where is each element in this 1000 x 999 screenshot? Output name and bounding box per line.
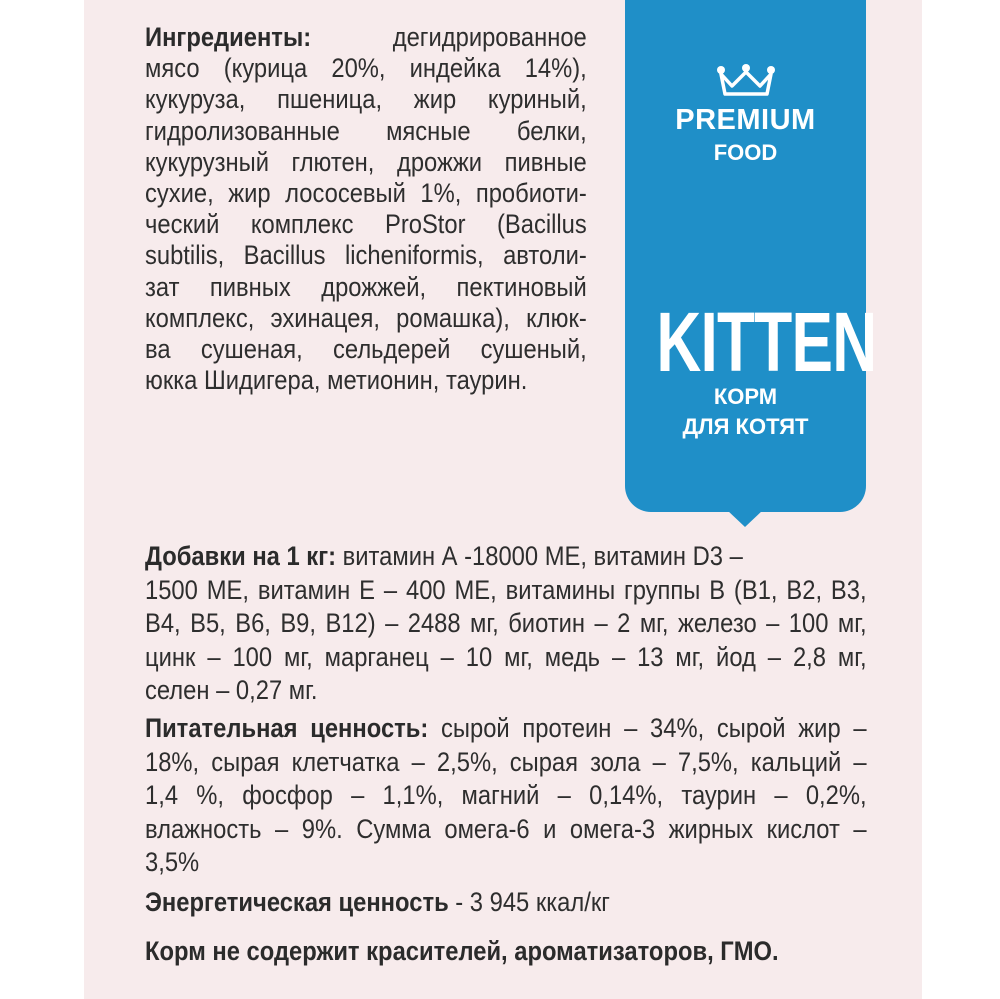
no-additives-notice: Корм не содержит красителей, ароматизаторов, ГМО. bbox=[145, 936, 779, 966]
nutrition-line: 1,4 %, фосфор – 1,1%, магний – 0,14%, таурин – 0,2%, bbox=[145, 780, 867, 810]
badge-premium-text: PREMIUM bbox=[675, 104, 816, 136]
additives-line: витамин А -18000 МЕ, витамин D3 – bbox=[342, 541, 743, 571]
ingredients-line: зат пивных дрожжей, пектиновый bbox=[145, 271, 587, 302]
ingredients-label: Ингредиенты: bbox=[145, 22, 312, 52]
ingredients-section bbox=[145, 22, 587, 396]
badge-food-text: FOOD bbox=[713, 140, 778, 165]
energy-label: Энергетическая ценность bbox=[145, 887, 449, 917]
ingredients-line: гидролизованные мясные белки, bbox=[145, 115, 587, 146]
nutrition-line: 3,5% bbox=[145, 847, 200, 877]
nutrition-section bbox=[145, 712, 867, 880]
ingredients-line: subtilis, Bacillus licheniformis, автоли- bbox=[145, 240, 587, 271]
ingredients-line: юкка Шидигера, метионин, таурин. bbox=[145, 365, 528, 396]
additives-label: Добавки на 1 кг: bbox=[145, 541, 337, 571]
energy-line bbox=[145, 886, 867, 920]
nutrition-line: сырой протеин – 34%, сырой жир – bbox=[441, 713, 867, 743]
ingredients-line: мясо (курица 20%, индейка 14%), bbox=[145, 53, 587, 84]
additives-first-line bbox=[145, 540, 867, 574]
additives-line: цинк – 100 мг, марганец – 10 мг, медь – 13 мг, йод – 2,8 мг, bbox=[145, 641, 867, 672]
ingredients-line: комплекс, эхинацея, ромашка), клюк- bbox=[145, 302, 587, 333]
ingredients-first-line bbox=[145, 22, 587, 53]
badge-for-kittens-text: ДЛЯ КОТЯТ bbox=[682, 414, 809, 439]
nutrition-label: Питательная ценность: bbox=[145, 713, 429, 743]
badge-korm-text: КОРМ bbox=[713, 384, 778, 409]
additives-section bbox=[145, 540, 867, 708]
ingredients-line: кукурузный глютен, дрожжи пивные bbox=[145, 146, 587, 177]
energy-section bbox=[145, 886, 867, 920]
badge-notch bbox=[727, 510, 763, 527]
nutrition-line: 18%, сырая клетчатка – 2,5%, сырая зола – 7,5%, кальций – bbox=[145, 746, 867, 777]
ingredients-line: сухие, жир лососевый 1%, пробиоти- bbox=[145, 178, 587, 209]
notice-section bbox=[145, 935, 867, 969]
crown-icon bbox=[717, 64, 775, 100]
nutrition-first-line bbox=[145, 712, 867, 746]
ingredients-line: дегидрированное bbox=[392, 22, 587, 52]
additives-line: 1500 МЕ, витамин Е – 400 МЕ, витамины группы В (В1, В2, В3, bbox=[145, 574, 867, 605]
additives-line: В4, В5, В6, В9, В12) – 2488 мг, биотин – 2 мг, железо – 100 мг, bbox=[145, 608, 867, 638]
energy-value: - 3 945 ккал/кг bbox=[448, 887, 610, 917]
badge-kitten-title: KITTEN bbox=[656, 295, 877, 389]
ingredients-line: ва сушеная, сельдерей сушеный, bbox=[145, 334, 587, 365]
ingredients-line: кукуруза, пшеница, жир куриный, bbox=[145, 84, 587, 115]
additives-line: селен – 0,27 мг. bbox=[145, 675, 318, 705]
ingredients-line: ческий комплекс ProStor (Bacillus bbox=[145, 209, 587, 240]
nutrition-line: влажность – 9%. Сумма омега-6 и омега-3 жирных кислот – bbox=[145, 813, 867, 844]
